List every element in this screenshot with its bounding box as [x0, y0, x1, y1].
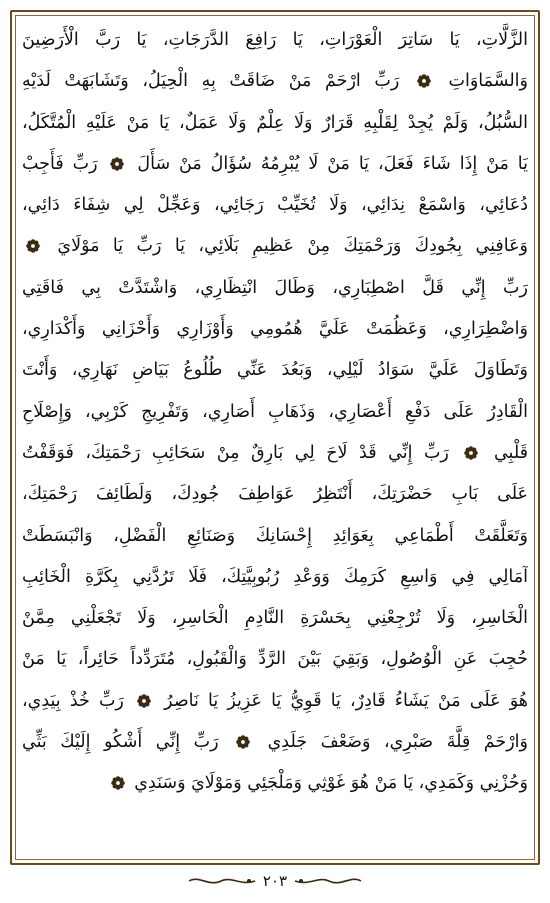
text-segment: رَبِّ خُذْ بِيَدِي، [22, 690, 124, 711]
text-segment: آمَالِي فِي وَاسِعِ كَرَمِكَ وَوَعْدِ رُبُوبِيَّتِكَ، فَلَا تَرُدَّنِي بِكَرَّةِ الْخَائِبِ [22, 566, 528, 587]
text-line [22, 185, 528, 226]
rosette-icon [25, 238, 41, 254]
text-segment: الزَّلَّاتِ، يَا سَاتِرَ الْعَوْرَاتِ، يَا رَافِعَ الدَّرَجَاتِ، يَا رَبَّ الْأَرَضِينَ [22, 30, 528, 50]
text-segment: رَبِّ إِنِّي أَشْكُو إِلَيْكَ بَثِّي [22, 732, 219, 753]
text-segment: رَبِّ إِنِّي قَدْ لَاحَ لِي بَارِقٌ مِنْ سَحَائِبِ رَحْمَتِكَ، فَوَقَفْتُ [22, 442, 449, 463]
text-segment: حُجِبَ عَنِ الْوُصُولِ، وَبَقِيَ بَيْنَ الرَّدِّ وَالْقَبُولِ، مُتَرَدِّداً حَائِراً، يَا مَنْ [22, 649, 528, 670]
page-number: ٢٠٣ [262, 872, 288, 890]
text-segment: رَبِّ إِنِّي قَلَّ اصْطِبَارِي، وَطَالَ انْتِظَارِي، وَاشْتَدَّتْ بِي فَاقَتِي [22, 277, 528, 298]
text-segment: وَالسَّمَاوَاتِ [448, 71, 528, 92]
text-segment: قَلْبِي [493, 442, 528, 463]
text-segment: هُوَ عَلَى مَنْ يَشَاءُ قَادِرٌ، يَا قَوِيُّ يَا عَزِيزُ يَا نَاصِرُ [164, 690, 528, 711]
text-line [22, 433, 528, 474]
text-line [22, 474, 528, 515]
text-line [22, 20, 528, 61]
text-segment: وَتَعَلَّقَتْ أَطْمَاعِي بِعَوَائِدِ إِحْسَانِكَ وَصَنَائِعِ الْفَضْلِ، وَانْبَسَطَتْ [22, 525, 528, 546]
prayer-text [22, 20, 528, 850]
text-line [22, 144, 528, 185]
text-line [22, 350, 528, 391]
text-line [22, 598, 528, 639]
text-line [22, 309, 528, 350]
text-line [22, 722, 528, 763]
rosette-icon [463, 445, 479, 461]
rosette-icon [416, 73, 432, 89]
text-line [22, 516, 528, 557]
text-segment: وَحُزْنِي وَكَمَدِي، يَا مَنْ هُوَ غَوْثِي وَمَلْجَئِي وَمَوْلَايَ وَسَنَدِي [134, 773, 528, 794]
rosette-icon [109, 156, 125, 172]
text-line [22, 103, 528, 144]
text-segment: عَلَى بَابِ حَضْرَتِكَ، أَنْتَظِرُ عَوَاطِفَ جُودِكَ، وَلَطَائِفَ رَحْمَتِكَ، [22, 484, 528, 505]
text-segment: دُعَائِي، وَاسْمَعْ نِدَائِي، وَلَا تُخَيِّبْ رَجَائِي، وَعَجِّلْ لِي شِفَاءَ دَائِي، [22, 195, 528, 216]
text-segment: وَاضْطِرَارِي، وَعَظُمَتْ عَلَيَّ هُمُومِي وَأَوْزَارِي وَأَحْزَانِي وَأَكْدَارِي، [22, 319, 528, 340]
text-line [22, 557, 528, 598]
text-line [22, 268, 528, 309]
text-segment: السُّبُلُ، وَلَمْ يُجِدْ لِقَلْبِهِ قَرَارٌ وَلَا عِلْمٌ وَلَا عَمَلٌ، يَا مَنْ عَلَيْهِ الْمُتَّكَلُ، [22, 112, 528, 133]
text-segment: رَبِّ ارْحَمْ مَنْ ضَاقَتْ بِهِ الْحِيَلُ، وَتَشَابَهَتْ لَدَيْهِ [22, 71, 400, 92]
text-line [22, 61, 528, 102]
text-segment: وَارْحَمْ قِلَّةَ صَبْرِي، وَضَعْفَ جَلَدِي [267, 732, 528, 753]
text-line [22, 639, 528, 680]
rosette-icon [110, 775, 126, 791]
rosette-icon [136, 693, 152, 709]
rosette-icon [235, 734, 251, 750]
text-segment: يَا مَنْ إِذَا شَاءَ فَعَلَ، يَا مَنْ لَا يُبْرِمُهُ سُؤَالُ مَنْ سَأَلَ [137, 153, 528, 174]
text-segment: رَبِّ فَأَجِبْ [22, 153, 98, 174]
flourish-icon [293, 874, 363, 888]
text-segment: وَعَافِنِي بِجُودِكَ وَرَحْمَتِكَ مِنْ عَظِيمِ بَلَائِي، يَا رَبِّ يَا مَوْلَايَ [57, 236, 528, 257]
text-line [22, 763, 528, 804]
text-segment: وَتَطَاوَلَ عَلَيَّ سَوَادُ لَيْلِي، وَبَعُدَ عَنِّي طُلُوعُ بَيَاضِ نَهَارِي، وَأَنْتَ [22, 360, 528, 381]
page-footer [0, 866, 550, 896]
text-line [22, 681, 528, 722]
flourish-icon [187, 874, 257, 888]
text-segment: الْخَاسِرِ، وَلَا تُرْجِعْنِي بِحَسْرَةِ النَّادِمِ الْحَاسِرِ، وَلَا تَجْعَلْنِي مِمَّنْ [22, 608, 528, 629]
text-line [22, 392, 528, 433]
text-segment: الْقَادِرُ عَلَى دَفْعِ أَعْصَارِي، وَذَهَابِ أَصَارِي، وَتَفْرِيجِ كَرْبِي، وَإِصْلَاحِ [22, 401, 528, 422]
text-line [22, 226, 528, 267]
